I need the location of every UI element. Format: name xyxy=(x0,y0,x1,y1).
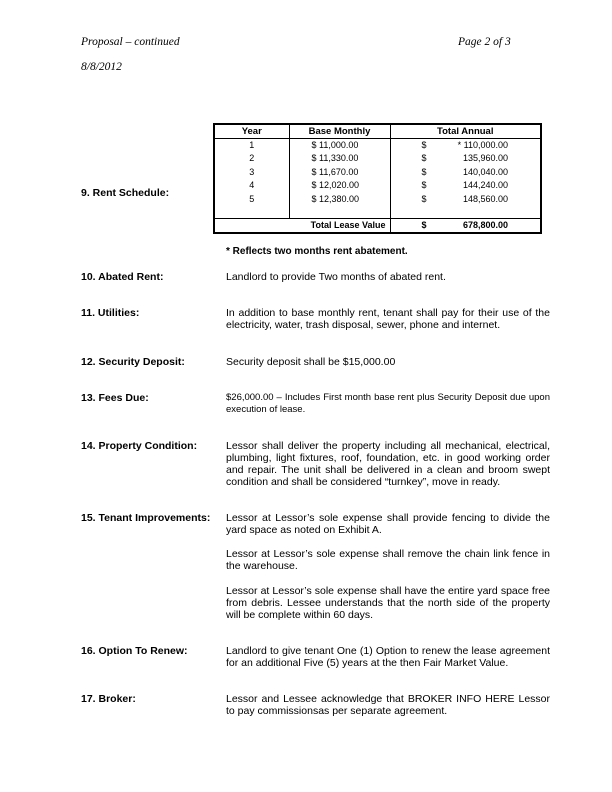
rent-year-cell: 4 xyxy=(214,179,289,193)
security-deposit-text: Security deposit shall be $15,000.00 xyxy=(226,356,396,368)
rent-dollar-sign-cell: $ xyxy=(421,193,427,204)
rent-dollar-sign-cell: $ xyxy=(421,166,427,177)
header-page-number: Page 2 of 3 xyxy=(458,36,511,48)
rent-total-annual-cell: 135,960.00 xyxy=(462,153,508,164)
rent-row xyxy=(214,193,541,207)
rent-row xyxy=(214,152,541,166)
header-proposal-continued: Proposal – continued xyxy=(81,36,180,48)
abated-rent-text: Landlord to provide Two months of abated rent. xyxy=(226,271,446,283)
rent-schedule-table xyxy=(213,123,542,234)
tenant-improvements-p1: Lessor at Lessor’s sole expense shall provide fencing to divide the yard space as noted on Exhibit A. xyxy=(226,512,550,536)
rent-year-cell: 2 xyxy=(214,152,289,166)
broker-text: Lessor and Lessee acknowledge that BROKER INFO HERE Lessor to pay commissionsas per separate agreement. xyxy=(226,693,550,717)
rent-row xyxy=(214,139,541,153)
col-header-total-annual: Total Annual xyxy=(390,124,541,139)
option-to-renew-text: Landlord to give tenant One (1) Option to renew the lease agreement for an additional Five (5) years at the then Fair Market Value. xyxy=(226,645,550,669)
fees-due-text: $26,000.00 – Includes First month base rent plus Security Deposit due upon execution of lease. xyxy=(226,392,550,415)
rent-year-cell: 1 xyxy=(214,139,289,153)
col-header-year: Year xyxy=(214,124,289,139)
rent-base-monthly-cell: $ 11,670.00 xyxy=(289,166,390,180)
rent-year-cell: 5 xyxy=(214,193,289,207)
rent-dollar-sign-cell: $ xyxy=(421,180,427,191)
rent-year-cell: 3 xyxy=(214,166,289,180)
rent-total-annual-cell: 148,560.00 xyxy=(462,193,508,204)
total-dollar-sign: $ xyxy=(390,218,432,233)
rent-schedule-label: 9. Rent Schedule: xyxy=(81,187,170,199)
utilities-text: In addition to base monthly rent, tenant shall pay for their use of the electricity, water, trash disposal, sewer, phone and internet. xyxy=(226,307,550,331)
rent-dollar-sign-cell: $ xyxy=(421,153,427,164)
rent-row xyxy=(214,166,541,180)
rent-total-annual-cell: 140,040.00 xyxy=(462,166,508,177)
rent-spacer-row xyxy=(214,206,541,218)
rent-base-monthly-cell: $ 12,380.00 xyxy=(289,193,390,207)
fees-due-label: 13. Fees Due: xyxy=(81,392,149,404)
col-header-base-monthly: Base Monthly xyxy=(289,124,390,139)
total-lease-value: 678,800.00 xyxy=(432,218,541,233)
rent-dollar-sign-cell: $ xyxy=(421,140,427,150)
utilities-label: 11. Utilities: xyxy=(81,307,140,319)
rent-row xyxy=(214,179,541,193)
rent-total-annual-cell: * 110,000.00 xyxy=(457,140,508,150)
broker-label: 17. Broker: xyxy=(81,693,136,705)
property-condition-text: Lessor shall deliver the property including all mechanical, electrical, plumbing, light fixtures, roof, foundation, etc. in good working order and repair. The unit shall be delivered in a clean and broom swept condition and shall be considered “turnkey”, move in ready. xyxy=(226,440,550,488)
tenant-improvements-p3: Lessor at Lessor’s sole expense shall have the entire yard space free from debris. Lessee understands that the north side of the property will be complete within 60 days. xyxy=(226,585,550,621)
property-condition-label: 14. Property Condition: xyxy=(81,440,198,452)
header-date: 8/8/2012 xyxy=(81,61,122,73)
rent-base-monthly-cell: $ 12,020.00 xyxy=(289,179,390,193)
rent-total-row xyxy=(214,218,541,233)
rent-base-monthly-cell: $ 11,000.00 xyxy=(289,139,390,153)
tenant-improvements-p2: Lessor at Lessor’s sole expense shall remove the chain link fence in the warehouse. xyxy=(226,548,550,572)
total-lease-value-label: Total Lease Value xyxy=(289,218,390,233)
abated-rent-label: 10. Abated Rent: xyxy=(81,271,164,283)
rent-base-monthly-cell: $ 11,330.00 xyxy=(289,152,390,166)
rent-total-annual-cell: 144,240.00 xyxy=(462,180,508,191)
abatement-note: * Reflects two months rent abatement. xyxy=(226,246,408,257)
security-deposit-label: 12. Security Deposit: xyxy=(81,356,185,368)
tenant-improvements-label: 15. Tenant Improvements: xyxy=(81,512,211,524)
option-to-renew-label: 16. Option To Renew: xyxy=(81,645,188,657)
